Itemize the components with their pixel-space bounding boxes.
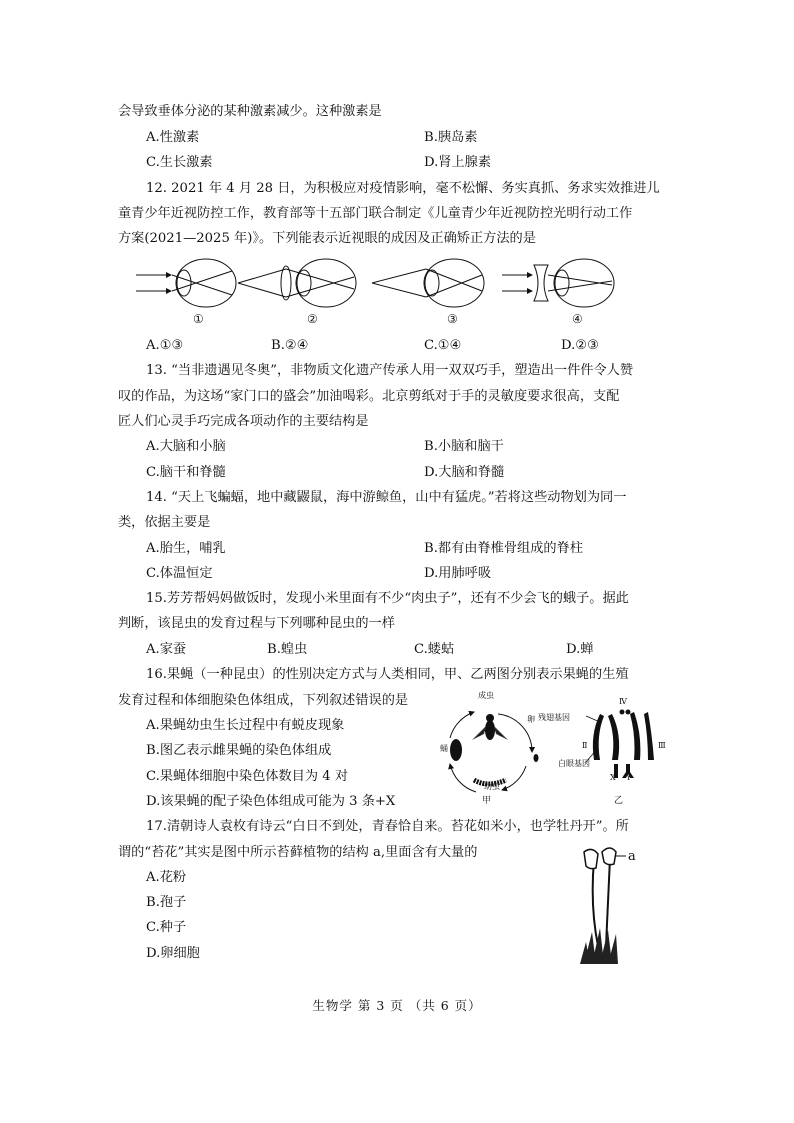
q14-option-c: C.体温恒定 bbox=[146, 566, 213, 581]
eye-label-2: ② bbox=[307, 312, 318, 326]
eye-diagram-4 bbox=[502, 259, 614, 307]
q15-option-b: B.蝗虫 bbox=[267, 642, 308, 657]
jia-caption: 甲 bbox=[482, 796, 492, 806]
jia-label-larva: 幼虫 bbox=[484, 782, 500, 791]
q17-option-d: D.卵细胞 bbox=[146, 946, 200, 961]
q16-option-c: C.果蝇体细胞中染色体数目为 4 对 bbox=[146, 769, 349, 784]
pupa-icon bbox=[450, 739, 462, 761]
q14-option-b: B.都有由脊椎骨组成的脊柱 bbox=[424, 541, 583, 556]
q13-option-b: B.小脑和脑干 bbox=[424, 439, 504, 454]
egg-icon bbox=[534, 754, 539, 762]
q15-option-a: A.家蚕 bbox=[146, 642, 187, 657]
q12-stem-line1: 12. 2021 年 4 月 28 日，为积极应对疫情影响，毫不松懈、务实真抓、务求实效推进儿 bbox=[146, 181, 660, 196]
q11-option-d: D.肾上腺素 bbox=[424, 155, 492, 170]
q13-option-d: D.大脑和脊髓 bbox=[424, 465, 505, 480]
q12-option-c: C.①④ bbox=[424, 338, 462, 353]
eye-label-3: ③ bbox=[447, 312, 458, 326]
q15-stem-line2: 判断，该昆虫的发育过程与下列哪种昆虫的一样 bbox=[118, 616, 395, 631]
yi-label-y: Y bbox=[626, 773, 632, 782]
q17-stem-line1: 17.清朝诗人袁枚有诗云“白日不到处，青春恰自来。苔花如米小，也学牡丹开”。所 bbox=[146, 819, 629, 834]
q13-option-a: A.大脑和小脑 bbox=[146, 439, 226, 454]
q17-moss-figure bbox=[570, 846, 650, 971]
q13-stem-line1: 13. “当非遗遇见冬奥”，非物质文化遗产传承人用一双双巧手，塑造出一件件令人赞 bbox=[146, 363, 634, 378]
eye-diagram-3 bbox=[372, 259, 484, 307]
q12-option-d: D.②③ bbox=[561, 338, 599, 353]
page-footer: 生物学 第 3 页 （共 6 页） bbox=[312, 998, 482, 1013]
q12-option-a: A.①③ bbox=[146, 338, 184, 353]
eye-diagram-2 bbox=[238, 259, 356, 307]
eye-diagram-1 bbox=[136, 259, 236, 307]
adult-fly-icon bbox=[472, 714, 508, 740]
q12-option-b: B.②④ bbox=[271, 338, 309, 353]
capsule-icon bbox=[584, 849, 598, 868]
q16-option-d: D.该果蝇的配子染色体组成可能为 3 条+X bbox=[146, 794, 396, 809]
q11-option-a: A.性激素 bbox=[146, 130, 200, 145]
q16-stem-line1: 16.果蝇（一种昆虫）的性别决定方式与人类相同，甲、乙两图分别表示果蝇的生殖 bbox=[146, 667, 629, 682]
q17-option-b: B.孢子 bbox=[146, 895, 187, 910]
q11-stem: 会导致垂体分泌的某种激素减少。这种激素是 bbox=[118, 104, 382, 119]
q13-stem-line2: 叹的作品，为这场“家门口的盛会”加油喝彩。北京剪纸对于手的灵敏度要求很高，支配 bbox=[118, 389, 620, 404]
moss-label-a: a bbox=[628, 849, 636, 864]
eye-label-1: ① bbox=[193, 312, 204, 326]
yi-caption: 乙 bbox=[614, 796, 624, 806]
yi-label-x: X bbox=[610, 773, 616, 782]
yi-label-gene2: 白眼基因 bbox=[558, 759, 590, 768]
q16-stem-line2: 发育过程和体细胞染色体组成，下列叙述错误的是 bbox=[118, 693, 409, 708]
yi-label-gene1: 残翅基因 bbox=[538, 713, 570, 722]
q15-stem-line1: 15.芳芳帮妈妈做饭时，发现小米里面有不少“肉虫子”，还有不少会飞的蛾子。据此 bbox=[146, 591, 629, 606]
q11-option-b: B.胰岛素 bbox=[424, 130, 478, 145]
q15-option-c: C.蝼蛄 bbox=[414, 642, 455, 657]
q17-option-a: A.花粉 bbox=[146, 870, 187, 885]
q12-stem-line3: 方案(2021—2025 年)》。下列能表示近视眼的成因及正确矫正方法的是 bbox=[118, 231, 536, 246]
yi-roman-iv: Ⅳ bbox=[619, 697, 627, 706]
q14-option-d: D.用肺呼吸 bbox=[424, 566, 492, 581]
q14-option-a: A.胎生，哺乳 bbox=[146, 541, 226, 556]
q12-stem-line2: 童青少年近视防控工作，教育部等十五部门联合制定《儿童青少年近视防控光明行动工作 bbox=[118, 206, 633, 221]
capsule-icon bbox=[602, 848, 616, 865]
q14-stem-line1: 14. “天上飞蝙蝠，地中藏鼹鼠，海中游鲸鱼，山中有猛虎。”若将这些动物划为同一 bbox=[146, 490, 627, 505]
jia-label-egg: 卵 bbox=[527, 715, 535, 724]
eye-label-4: ④ bbox=[572, 312, 583, 326]
q13-option-c: C.脑干和脊髓 bbox=[146, 465, 226, 480]
q13-stem-line3: 匠人们心灵手巧完成各项动作的主要结构是 bbox=[118, 414, 369, 429]
q14-stem-line2: 类，依据主要是 bbox=[118, 515, 211, 530]
yi-roman-iii: Ⅲ bbox=[658, 741, 666, 750]
q17-option-c: C.种子 bbox=[146, 920, 187, 935]
q15-option-d: D.蝉 bbox=[566, 642, 594, 657]
q11-option-c: C.生长激素 bbox=[146, 155, 213, 170]
yi-roman-ii: Ⅱ bbox=[582, 741, 588, 750]
q16-option-b: B.图乙表示雌果蝇的染色体组成 bbox=[146, 743, 332, 758]
jia-label-pupa: 蛹 bbox=[440, 744, 448, 753]
jia-label-adult: 成虫 bbox=[478, 691, 494, 700]
q17-stem-line2: 谓的“苔花”其实是图中所示苔藓植物的结构 a,里面含有大量的 bbox=[118, 845, 478, 860]
q16-option-a: A.果蝇幼虫生长过程中有蜕皮现象 bbox=[146, 718, 345, 733]
